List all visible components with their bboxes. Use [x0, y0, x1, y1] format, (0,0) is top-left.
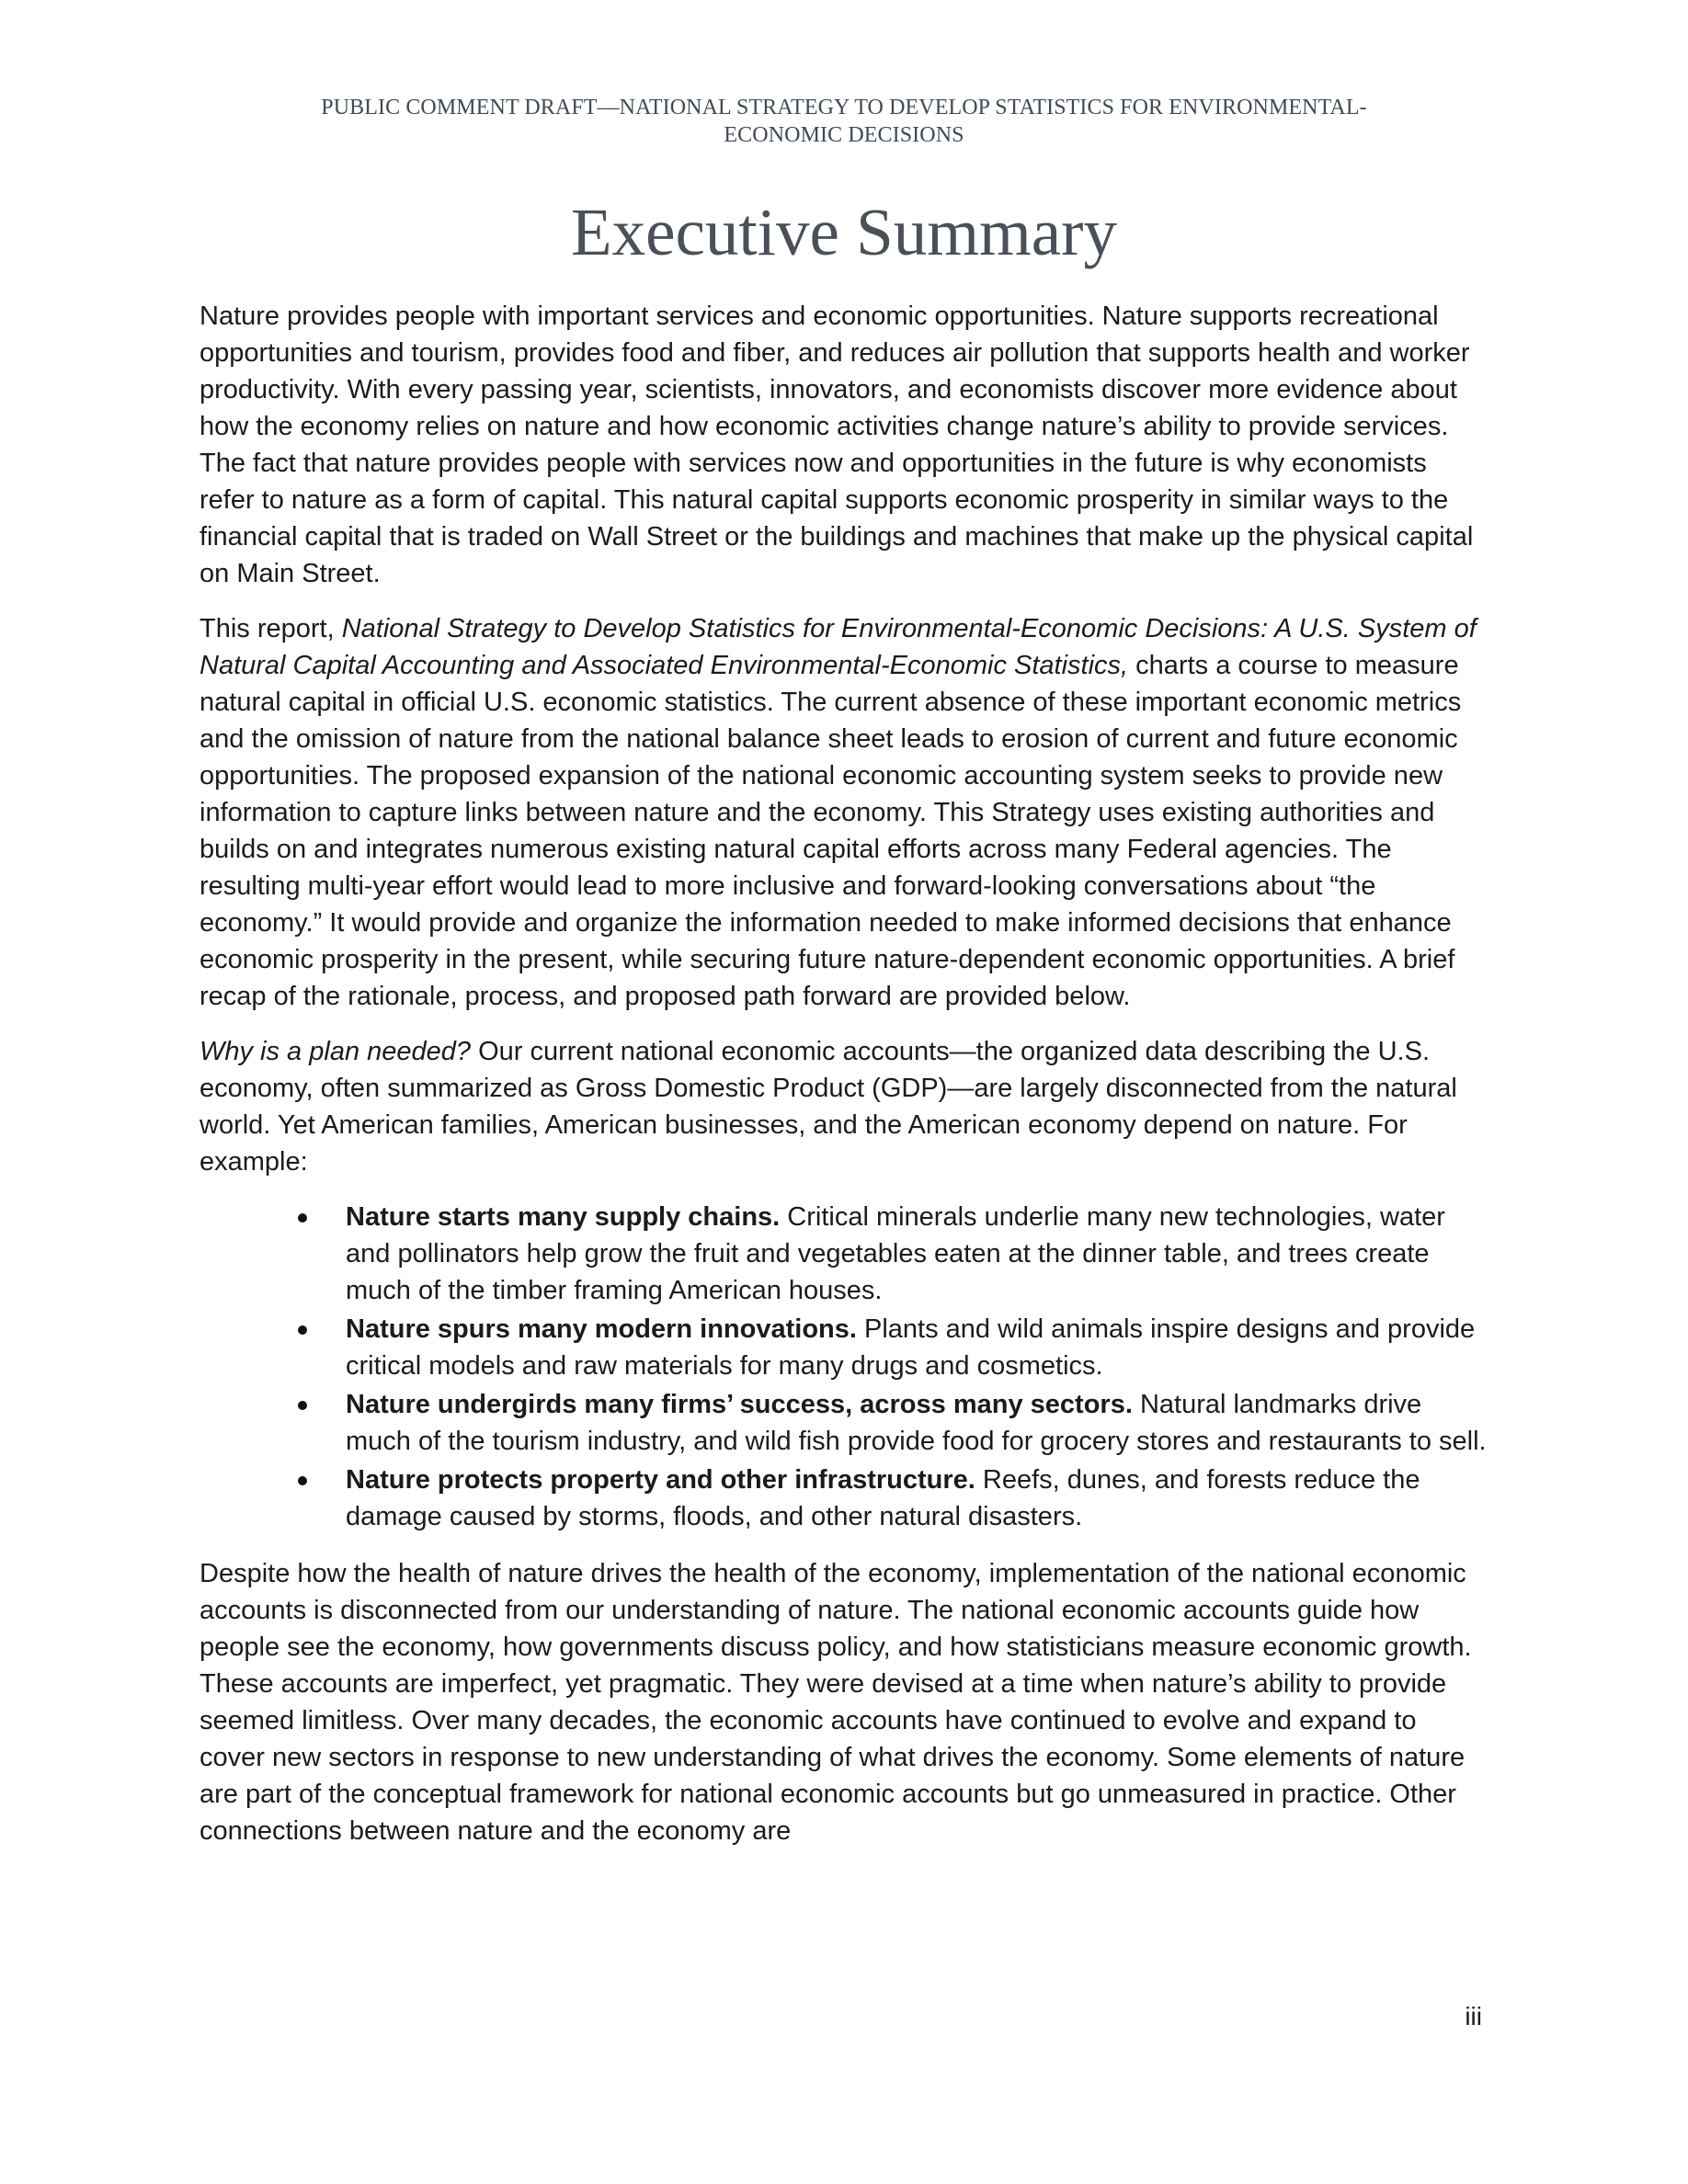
- list-item: [200, 1386, 1487, 1460]
- bullet-heading: Nature undergirds many firms’ success, across many sectors.: [346, 1390, 1133, 1419]
- report-title-italic: National Strategy to Develop Statistics for Environmental-Economic Decisions: A U.S. System of Natural Capital Accounting and Associated Environmental-Economic Statistics,: [200, 614, 1477, 680]
- bullet-icon: [298, 1213, 307, 1223]
- bullet-text: Natural landmarks drive much of the tourism industry, and wild fish provide food for grocery stores and restaurants to sell.: [346, 1390, 1487, 1456]
- example-bullet-list: [200, 1199, 1487, 1535]
- paragraph-despite: Despite how the health of nature drives the health of the economy, implementation of the national economic accounts is disconnected from our understanding of nature. The national economic accounts guide how people see the economy, how governments discuss policy, and how statisticians measure economic growth. These accounts are imperfect, yet pragmatic. They were devised at a time when nature’s ability to provide seemed limitless. Over many decades, the economic accounts have continued to evolve and expand to cover new sectors in response to new understanding of what drives the economy. Some elements of nature are part of the conceptual framework for national economic accounts but go unmeasured in practice. Other connections between nature and the economy are: [200, 1559, 1472, 1846]
- why-plan-question: Why is a plan needed?: [200, 1037, 472, 1066]
- bullet-icon: [298, 1401, 307, 1410]
- bullet-text: Plants and wild animals inspire designs and provide critical models and raw materials for many drugs and cosmetics.: [346, 1314, 1476, 1381]
- paragraph-why-plan: [200, 1033, 1487, 1180]
- running-header-line-2: ECONOMIC DECISIONS: [724, 123, 964, 147]
- list-item: [200, 1311, 1487, 1384]
- list-item: [200, 1462, 1487, 1535]
- bullet-heading: Nature protects property and other infrastructure.: [346, 1465, 975, 1495]
- paragraph-report-rest: charts a course to measure natural capital in official U.S. economic statistics. The current absence of these important economic metrics and the omission of nature from the national balance sheet leads to erosion of current and future economic opportunities. The proposed expansion of the national economic accounting system seeks to provide new information to capture links between nature and the economy. This Strategy uses existing authorities and builds on and integrates numerous existing natural capital efforts across many Federal agencies. The resulting multi-year effort would lead to more inclusive and forward-looking conversations about “the economy.” It would provide and organize the information needed to make informed decisions that enhance economic prosperity in the present, while securing future nature-dependent economic opportunities. A brief recap of the rationale, process, and proposed path forward are provided below.: [200, 651, 1462, 1011]
- bullet-icon: [298, 1476, 307, 1485]
- list-item: [200, 1199, 1487, 1309]
- running-header: [202, 94, 1486, 149]
- bullet-heading: Nature starts many supply chains.: [346, 1202, 781, 1232]
- page-number: iii: [1465, 2002, 1482, 2030]
- bullet-text: Reefs, dunes, and forests reduce the damage caused by storms, floods, and other natural disasters.: [346, 1465, 1420, 1531]
- paragraph-report-lead: This report,: [200, 614, 342, 643]
- paragraph-intro: Nature provides people with important services and economic opportunities. Nature supports recreational opportunities and tourism, provides food and fiber, and reduces air pollution that supports health and worker productivity. With every passing year, scientists, innovators, and economists discover more evidence about how the economy relies on nature and how economic activities change nature’s ability to provide services. The fact that nature provides people with services now and opportunities in the future is why economists refer to nature as a form of capital. This natural capital supports economic prosperity in similar ways to the financial capital that is traded on Wall Street or the buildings and machines that make up the physical capital on Main Street.: [200, 301, 1474, 588]
- bullet-text: Critical minerals underlie many new technologies, water and pollinators help grow the fruit and vegetables eaten at the dinner table, and trees create much of the timber framing American houses.: [346, 1202, 1445, 1305]
- paragraph-why-plan-rest: Our current national economic accounts—the organized data describing the U.S. economy, often summarized as Gross Domestic Product (GDP)—are largely disconnected from the natural world. Yet American families, American businesses, and the American economy depend on nature. For example:: [200, 1037, 1457, 1177]
- bullet-icon: [298, 1325, 307, 1335]
- paragraph-report: [200, 610, 1487, 1015]
- bullet-heading: Nature spurs many modern innovations.: [346, 1314, 857, 1344]
- running-header-line-1: PUBLIC COMMENT DRAFT—NATIONAL STRATEGY TO DEVELOP STATISTICS FOR ENVIRONMENTAL-: [321, 96, 1367, 119]
- body-text: [200, 298, 1487, 1868]
- page-title: Executive Summary: [571, 195, 1117, 269]
